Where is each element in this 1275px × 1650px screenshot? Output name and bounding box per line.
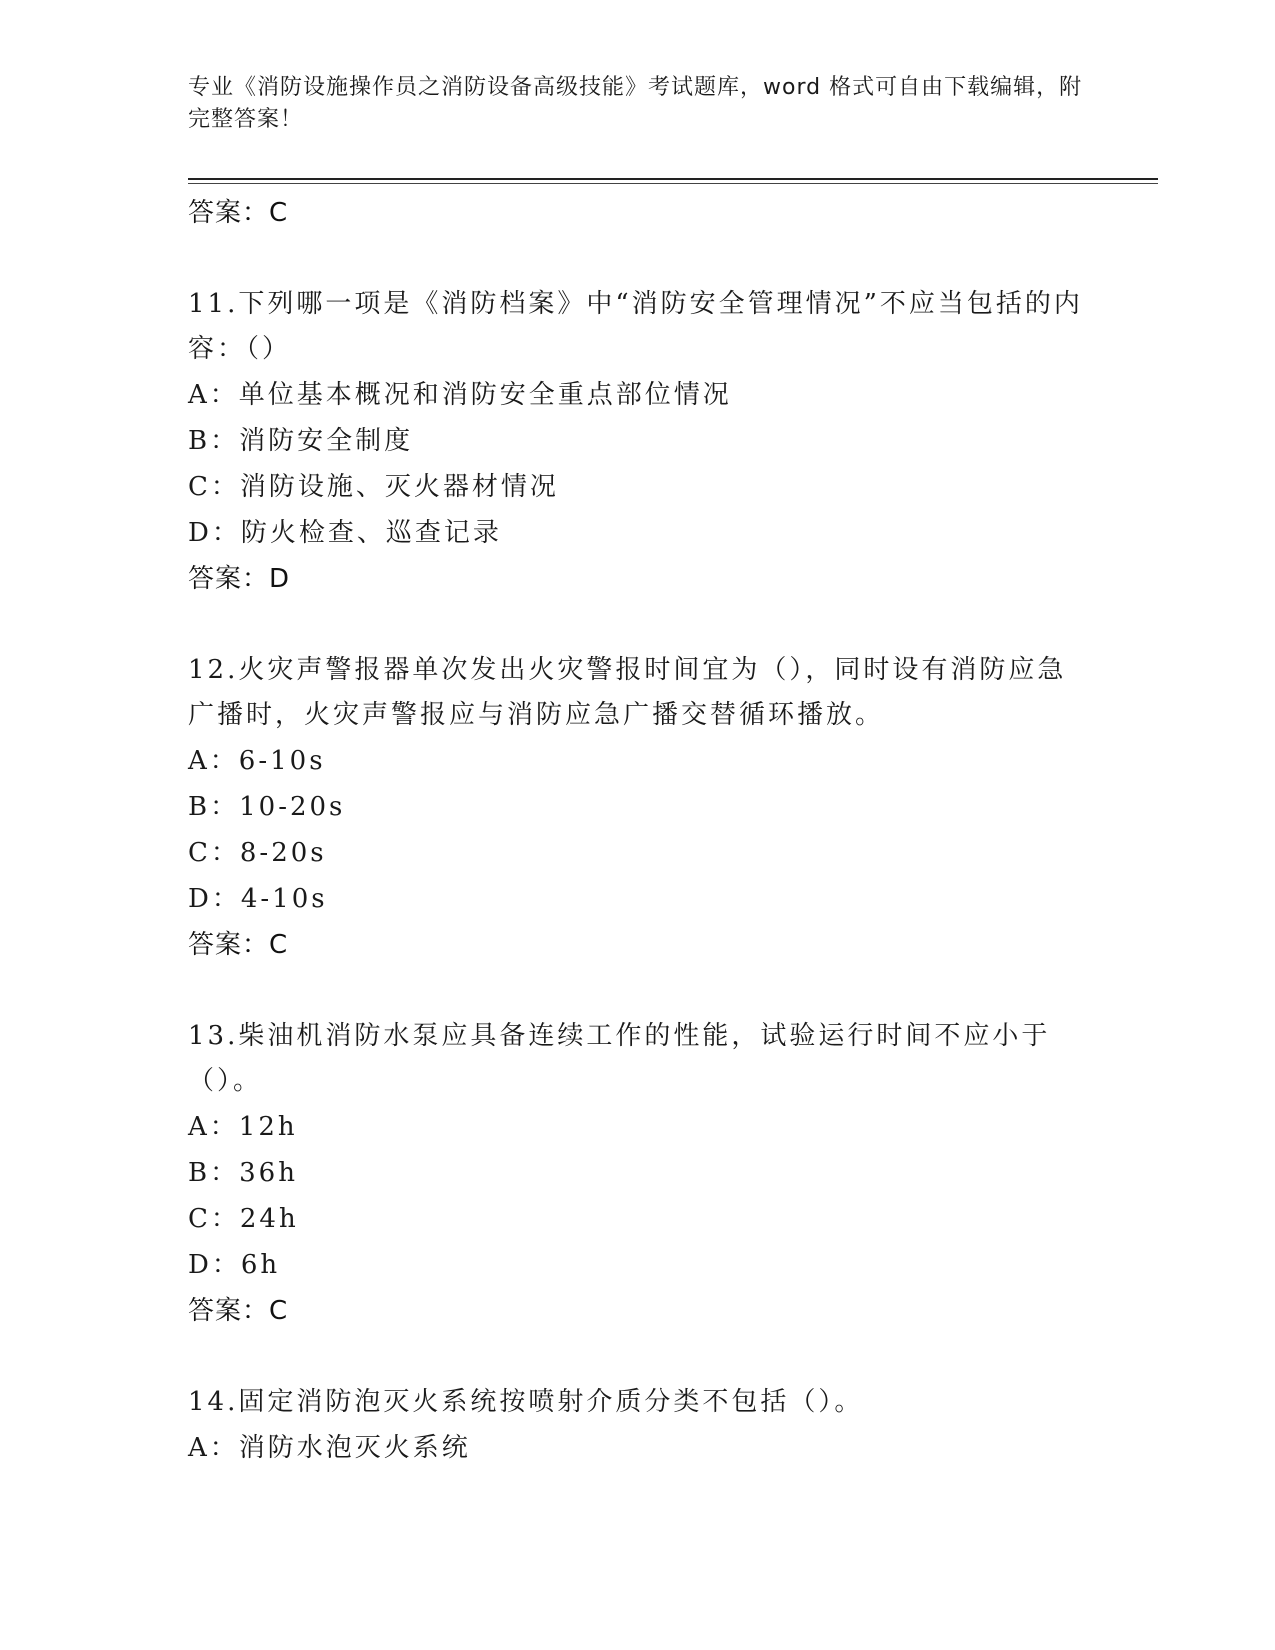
previous-answer: 答案：C [188, 198, 289, 228]
option-a: A：6-10s [188, 746, 326, 776]
question-13 [188, 1014, 1088, 1334]
answer: 答案：C [188, 1296, 289, 1326]
option-c: C：8-20s [188, 838, 327, 868]
answer: 答案：D [188, 564, 291, 594]
option-d: D：6h [188, 1250, 281, 1280]
question-list [188, 190, 1088, 1471]
question-11 [188, 282, 1088, 602]
option-b: B：消防安全制度 [188, 426, 414, 456]
question-text: 13.柴油机消防水泵应具备连续工作的性能，试验运行时间不应小于（）。 [188, 1021, 1051, 1096]
header-rule-thick [188, 178, 1158, 180]
question-text: 14.固定消防泡灭火系统按喷射介质分类不包括（）。 [188, 1387, 864, 1417]
option-a: A：消防水泡灭火系统 [188, 1433, 471, 1463]
header-rule-thin [188, 183, 1158, 184]
option-d: D：防火检查、巡查记录 [188, 518, 502, 548]
option-b: B：36h [188, 1158, 298, 1188]
question-12 [188, 648, 1088, 968]
document-header: 专业《消防设施操作员之消防设备高级技能》考试题库，word 格式可自由下载编辑，附完整答案！ [188, 75, 1083, 132]
option-c: C：24h [188, 1204, 299, 1234]
question-14 [188, 1380, 1088, 1471]
option-d: D：4-10s [188, 884, 328, 914]
option-a: A：单位基本概况和消防安全重点部位情况 [188, 380, 732, 410]
option-c: C：消防设施、灭火器材情况 [188, 472, 559, 502]
answer: 答案：C [188, 930, 289, 960]
question-text: 11.下列哪一项是《消防档案》中“消防安全管理情况”不应当包括的内容：（） [188, 289, 1083, 364]
option-b: B：10-20s [188, 792, 346, 822]
option-a: A：12h [188, 1112, 298, 1142]
question-text: 12.火灾声警报器单次发出火灾警报时间宜为（），同时设有消防应急广播时，火灾声警报应与消防应急广播交替循环播放。 [188, 655, 1067, 730]
